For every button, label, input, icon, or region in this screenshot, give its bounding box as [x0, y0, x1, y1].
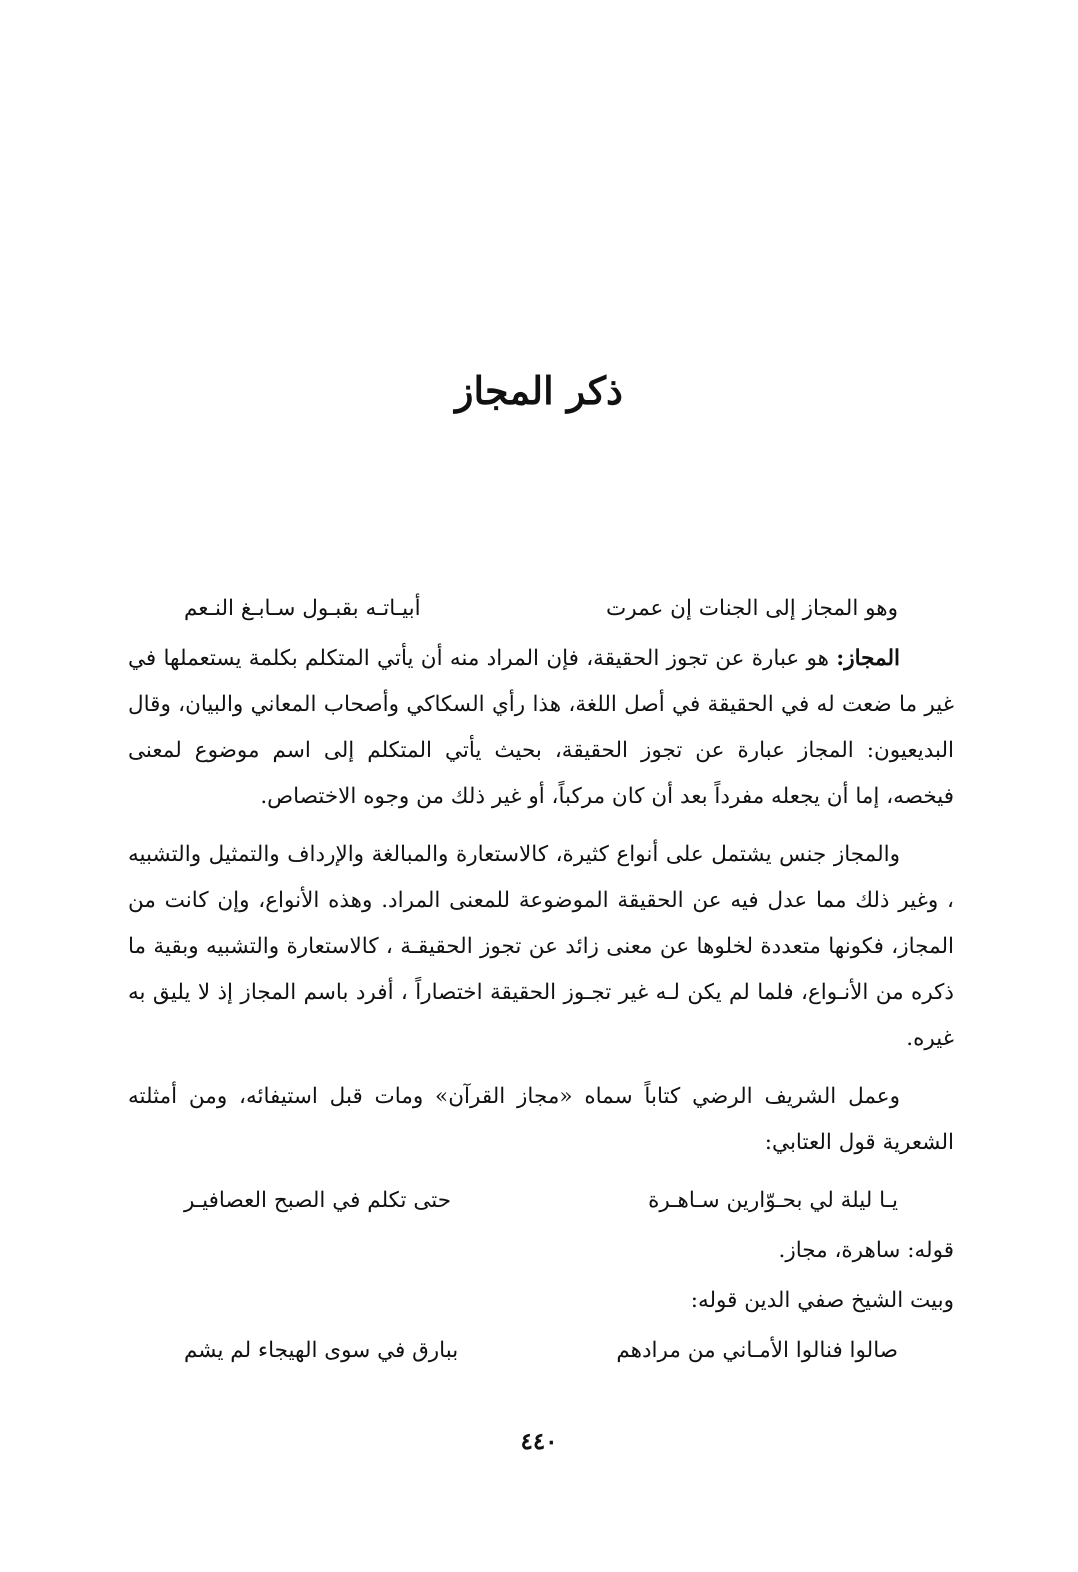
- paragraph-lead-term: المجاز:: [836, 646, 900, 671]
- verse-line: [128, 586, 954, 632]
- page-number: ٤٤٠: [520, 1428, 558, 1455]
- verse-line: [128, 1178, 954, 1224]
- verse-second-hemistich: ببارق في سوى الهيجاء لم يشم: [184, 1338, 459, 1363]
- comment-line: قوله: ساهرة، مجاز.: [778, 1238, 954, 1263]
- verse-second-hemistich: أبيـاتـه بقبـول سـابـغ النـعم: [184, 596, 421, 621]
- verse-first-hemistich: صالوا فنالوا الأمـاني من مرادهم: [616, 1338, 898, 1363]
- verse-first-hemistich: وهو المجاز إلى الجنات إن عمرت: [605, 596, 898, 621]
- paragraph-text: هو عبارة عن تجوز الحقيقة، فإن المراد منه أن يأتي المتكلم بكلمة يستعملها في غير ما ضعت له في الحقيقة في أصل اللغة، هذا رأي السكاكي وأصحاب المعاني والبيان، وقال البديعيون: المجاز عبارة عن تجوز الحقيقة، بحيث يأتي المتكلم إلى اسم موضوع لمعنى فيخصه، إما أن يجعله مفرداً بعد أن كان مركباً، أو غير ذلك من وجوه الاختصاص.: [128, 646, 954, 809]
- verse-first-hemistich: يـا ليلة لي بحـوّارين سـاهـرة: [648, 1188, 898, 1213]
- paragraph-types: والمجاز جنس يشتمل على أنواع كثيرة، كالاستعارة والمبالغة والإرداف والتمثيل والتشبيه ، وغير ذلك مما عدل فيه عن الحقيقة الموضوعة للمعنى المراد. وهذه الأنواع، وإن كانت من المجاز، فكونها متعددة لخلوها عن معنى زائد عن تجوز الحقيقـة ، كالاستعارة والتشبيه وبقية ما ذكره من الأنـواع، فلما لم يكن لـه غير تجـوز الحقيقة اختصاراً ، أفرد باسم المجاز إذ لا يليق به غيره.: [128, 842, 954, 1051]
- intro-line: وبيت الشيخ صفي الدين قوله:: [690, 1288, 954, 1313]
- page-body: [128, 586, 954, 1378]
- paragraph-definition: [128, 636, 954, 820]
- paragraph-sharif-radi: وعمل الشريف الرضي كتاباً سماه «مجاز القرآن» ومات قبل استيفائه، ومن أمثلته الشعرية قول العتابي:: [128, 1084, 954, 1155]
- verse-second-hemistich: حتى تكلم في الصبح العصافيـر: [184, 1188, 452, 1213]
- verse-line: [128, 1328, 954, 1374]
- chapter-title: ذكر المجاز: [455, 368, 623, 413]
